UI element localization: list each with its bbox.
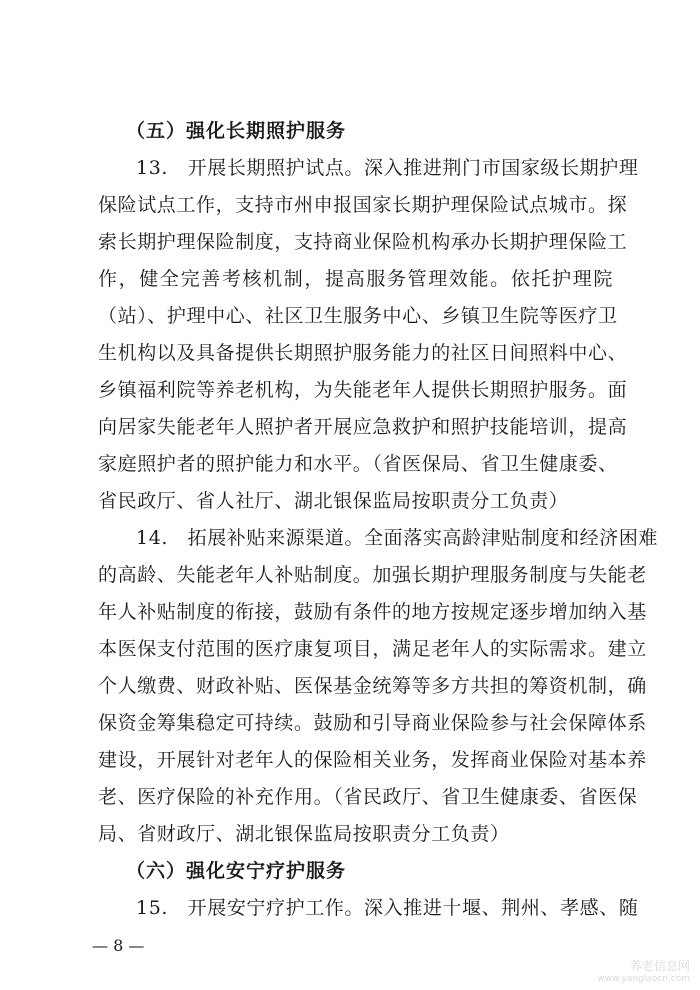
paragraph-13-line-6: 生机构以及具备提供长期照护服务能力的社区日间照料中心、 [98,342,628,364]
paragraph-14-line-3: 年人补贴制度的衔接，鼓励有条件的地方按规定逐步增加纳入基 [98,601,647,623]
page-number: — 8 — [92,936,145,955]
paragraph-13-line-5: （站）、护理中心、社区卫生服务中心、乡镇卫生院等医疗卫 [98,305,618,327]
section-heading-6: （六）强化安宁疗护服务 [126,860,347,882]
paragraph-13-line-7: 乡镇福利院等养老机构，为失能老年人提供长期照护服务。面 [98,379,628,401]
paragraph-14-line-9: 局、省财政厅、湖北银保监局按职责分工负责） [98,823,510,845]
paragraph-14-line-6: 保资金筹集稳定可持续。鼓励和引导商业保险参与社会保障体系 [98,712,647,734]
paragraph-14-line-7: 建设，开展针对老年人的保险相关业务，发挥商业保险对基本养 [98,749,647,771]
paragraph-14-line-5: 个人缴费、财政补贴、医保基金统筹等多方共担的筹资机制，确 [98,675,647,697]
watermark-title: 养老信息网 [629,959,690,973]
watermark-logo [597,957,690,984]
paragraph-13-line-1: 13. 开展长期照护试点。深入推进荆门市国家级长期护理 [136,157,639,179]
paragraph-13-line-2: 保险试点工作，支持市州申报国家长期护理保险试点城市。探 [98,194,628,216]
paragraph-13-line-9: 家庭照护者的照护能力和水平。（省医保局、省卫生健康委、 [98,453,618,475]
paragraph-13-line-10: 省民政厅、省人社厅、湖北银保监局按职责分工负责） [98,490,569,512]
paragraph-14-line-1: 14. 拓展补贴来源渠道。全面落实高龄津贴制度和经济困难 [136,527,659,549]
paragraph-13-line-3: 索长期护理保险制度，支持商业保险机构承办长期护理保险工 [98,231,628,253]
paragraph-14-line-2: 的高龄、失能老年人补贴制度。加强长期护理服务制度与失能老 [98,564,647,586]
paragraph-14-line-8: 老、医疗保险的补充作用。（省民政厅、省卫生健康委、省医保 [98,786,638,808]
watermark-url: www.yanglaocn.com [597,974,690,984]
paragraph-15-line-1: 15. 开展安宁疗护工作。深入推进十堰、荆州、孝感、随 [136,897,639,919]
section-heading-5: （五）强化长期照护服务 [126,120,347,142]
paragraph-13-line-4: 作，健全完善考核机制，提高服务管理效能。依托护理院 [98,268,613,290]
paragraph-14-line-4: 本医保支付范围的医疗康复项目，满足老年人的实际需求。建立 [98,638,647,660]
paragraph-13-line-8: 向居家失能老年人照护者开展应急救护和照护技能培训，提高 [98,416,628,438]
